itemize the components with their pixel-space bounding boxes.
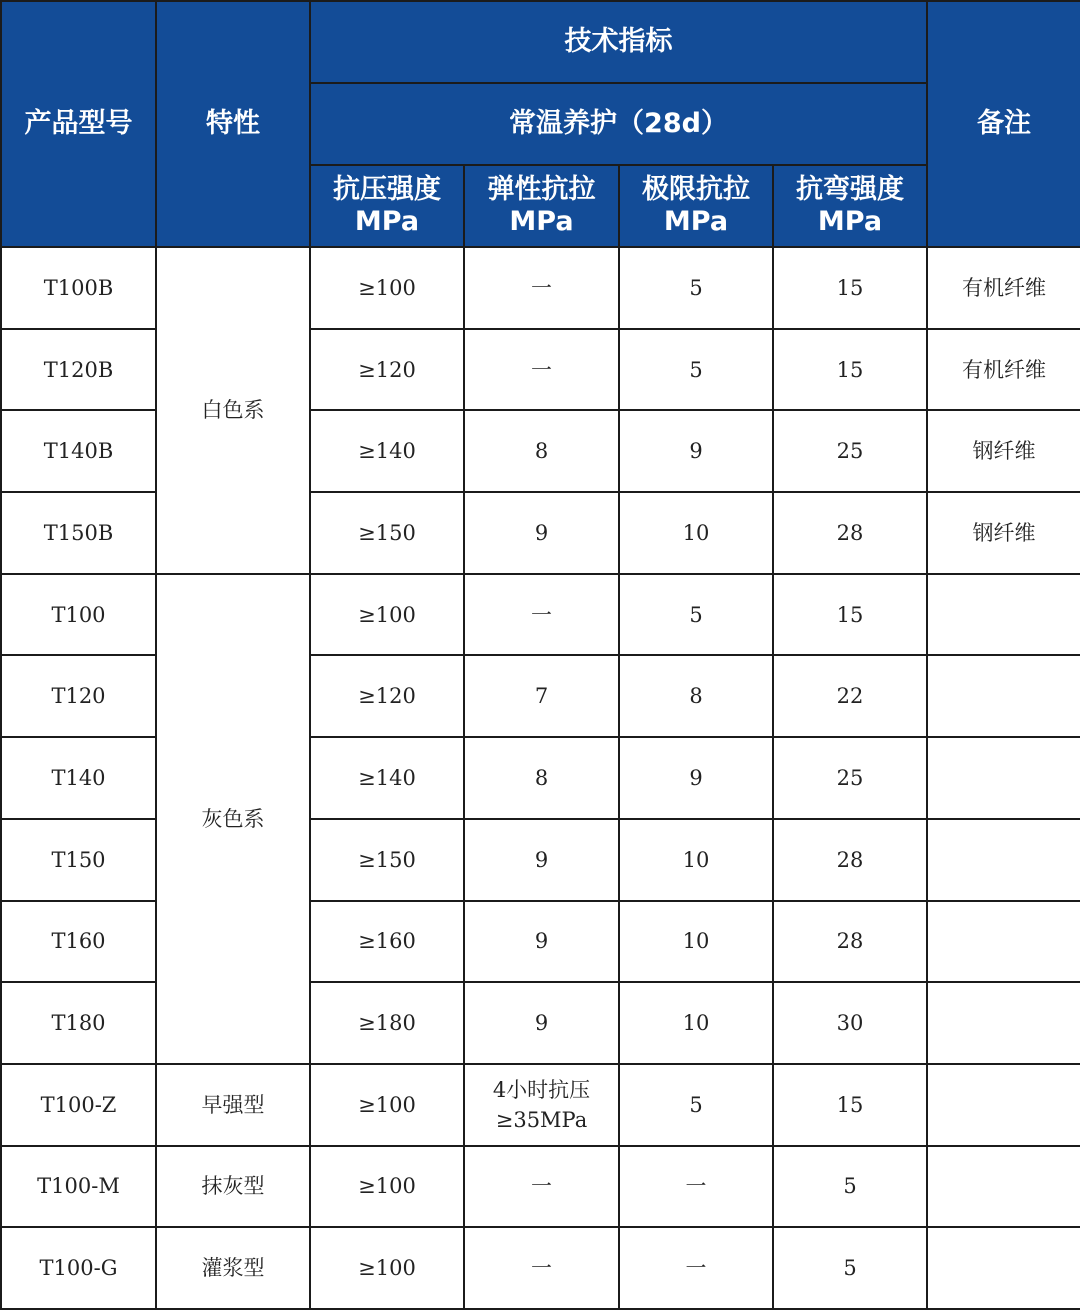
- header-curing: 常温养护（28d）: [310, 83, 927, 165]
- cell-compressive: ≥140: [310, 737, 464, 819]
- cell-model: T150B: [1, 492, 156, 574]
- cell-flexural: 25: [773, 737, 927, 819]
- cell-model: T180: [1, 982, 156, 1064]
- cell-compressive: ≥140: [310, 410, 464, 492]
- cell-group-gray: 灰色系: [156, 574, 310, 1064]
- header-flexural-unit: MPa: [817, 206, 883, 237]
- cell-model: T160: [1, 901, 156, 983]
- cell-remark: [927, 1146, 1080, 1228]
- cell-elastic: 一: [464, 247, 619, 329]
- header-ultimate-unit: MPa: [663, 206, 729, 237]
- cell-remark: [927, 655, 1080, 737]
- table-row: [1, 1227, 1080, 1309]
- header-flexural: [773, 165, 927, 247]
- cell-elastic: 4小时抗压≥35MPa: [464, 1064, 619, 1146]
- header-elastic-unit: MPa: [509, 206, 574, 237]
- header-product-model: 产品型号: [1, 1, 156, 247]
- cell-remark: [927, 982, 1080, 1064]
- cell-flexural: 28: [773, 492, 927, 574]
- cell-elastic: 一: [464, 1146, 619, 1228]
- cell-compressive: ≥100: [310, 1146, 464, 1228]
- cell-ultimate: 8: [619, 655, 773, 737]
- cell-ultimate: 5: [619, 574, 773, 656]
- table-row: [1, 574, 1080, 656]
- cell-group-grout: 灌浆型: [156, 1227, 310, 1309]
- cell-model: T150: [1, 819, 156, 901]
- cell-ultimate: 9: [619, 737, 773, 819]
- cell-ultimate: 一: [619, 1146, 773, 1228]
- cell-compressive: ≥120: [310, 329, 464, 411]
- cell-flexural: 30: [773, 982, 927, 1064]
- header-property: 特性: [156, 1, 310, 247]
- table-row: [1, 1146, 1080, 1228]
- cell-flexural: 22: [773, 655, 927, 737]
- header-compressive-name: 抗压强度: [333, 174, 441, 205]
- cell-elastic: 8: [464, 410, 619, 492]
- cell-compressive: ≥150: [310, 492, 464, 574]
- cell-remark: [927, 574, 1080, 656]
- cell-remark: 有机纤维: [927, 247, 1080, 329]
- table-header: [1, 1, 1080, 247]
- cell-compressive: ≥150: [310, 819, 464, 901]
- header-flexural-name: 抗弯强度: [796, 174, 904, 205]
- cell-ultimate: 9: [619, 410, 773, 492]
- cell-flexural: 25: [773, 410, 927, 492]
- cell-compressive: ≥100: [310, 1064, 464, 1146]
- cell-remark: [927, 737, 1080, 819]
- cell-group-white: 白色系: [156, 247, 310, 574]
- cell-ultimate: 10: [619, 492, 773, 574]
- cell-compressive: ≥180: [310, 982, 464, 1064]
- cell-model: T140: [1, 737, 156, 819]
- cell-model: T140B: [1, 410, 156, 492]
- cell-ultimate: 5: [619, 247, 773, 329]
- cell-group-early: 早强型: [156, 1064, 310, 1146]
- cell-remark: [927, 819, 1080, 901]
- cell-compressive: ≥120: [310, 655, 464, 737]
- cell-flexural: 28: [773, 819, 927, 901]
- header-ultimate: [619, 165, 773, 247]
- header-elastic: [464, 165, 619, 247]
- cell-model: T100B: [1, 247, 156, 329]
- cell-compressive: ≥100: [310, 1227, 464, 1309]
- cell-ultimate: 10: [619, 819, 773, 901]
- cell-ultimate: 10: [619, 901, 773, 983]
- header-compressive: [310, 165, 464, 247]
- cell-remark: [927, 1064, 1080, 1146]
- cell-ultimate: 5: [619, 1064, 773, 1146]
- header-tech-index: 技术指标: [310, 1, 927, 83]
- cell-elastic: 8: [464, 737, 619, 819]
- cell-remark: 有机纤维: [927, 329, 1080, 411]
- cell-remark: [927, 901, 1080, 983]
- cell-remark: 钢纤维: [927, 492, 1080, 574]
- cell-compressive: ≥100: [310, 247, 464, 329]
- cell-flexural: 15: [773, 1064, 927, 1146]
- cell-elastic: 一: [464, 329, 619, 411]
- table-body: [1, 247, 1080, 1309]
- cell-elastic: 9: [464, 982, 619, 1064]
- cell-model: T100-G: [1, 1227, 156, 1309]
- cell-elastic: 一: [464, 1227, 619, 1309]
- cell-flexural: 28: [773, 901, 927, 983]
- cell-model: T100-Z: [1, 1064, 156, 1146]
- table-row: [1, 247, 1080, 329]
- cell-flexural: 15: [773, 574, 927, 656]
- table-row: [1, 1064, 1080, 1146]
- cell-elastic: 一: [464, 574, 619, 656]
- cell-flexural: 5: [773, 1146, 927, 1228]
- header-compressive-unit: MPa: [354, 206, 420, 237]
- cell-elastic: 9: [464, 901, 619, 983]
- cell-ultimate: 一: [619, 1227, 773, 1309]
- cell-compressive: ≥100: [310, 574, 464, 656]
- cell-model: T100: [1, 574, 156, 656]
- header-elastic-name: 弹性抗拉: [487, 174, 596, 205]
- cell-compressive: ≥160: [310, 901, 464, 983]
- cell-elastic: 7: [464, 655, 619, 737]
- header-remark: 备注: [927, 1, 1080, 247]
- cell-ultimate: 10: [619, 982, 773, 1064]
- cell-flexural: 5: [773, 1227, 927, 1309]
- cell-model: T100-M: [1, 1146, 156, 1228]
- header-ultimate-name: 极限抗拉: [642, 174, 750, 205]
- cell-flexural: 15: [773, 247, 927, 329]
- cell-group-plaster: 抹灰型: [156, 1146, 310, 1228]
- cell-remark: [927, 1227, 1080, 1309]
- cell-remark: 钢纤维: [927, 410, 1080, 492]
- cell-model: T120B: [1, 329, 156, 411]
- cell-flexural: 15: [773, 329, 927, 411]
- cell-elastic: 9: [464, 492, 619, 574]
- cell-ultimate: 5: [619, 329, 773, 411]
- cell-model: T120: [1, 655, 156, 737]
- cell-elastic: 9: [464, 819, 619, 901]
